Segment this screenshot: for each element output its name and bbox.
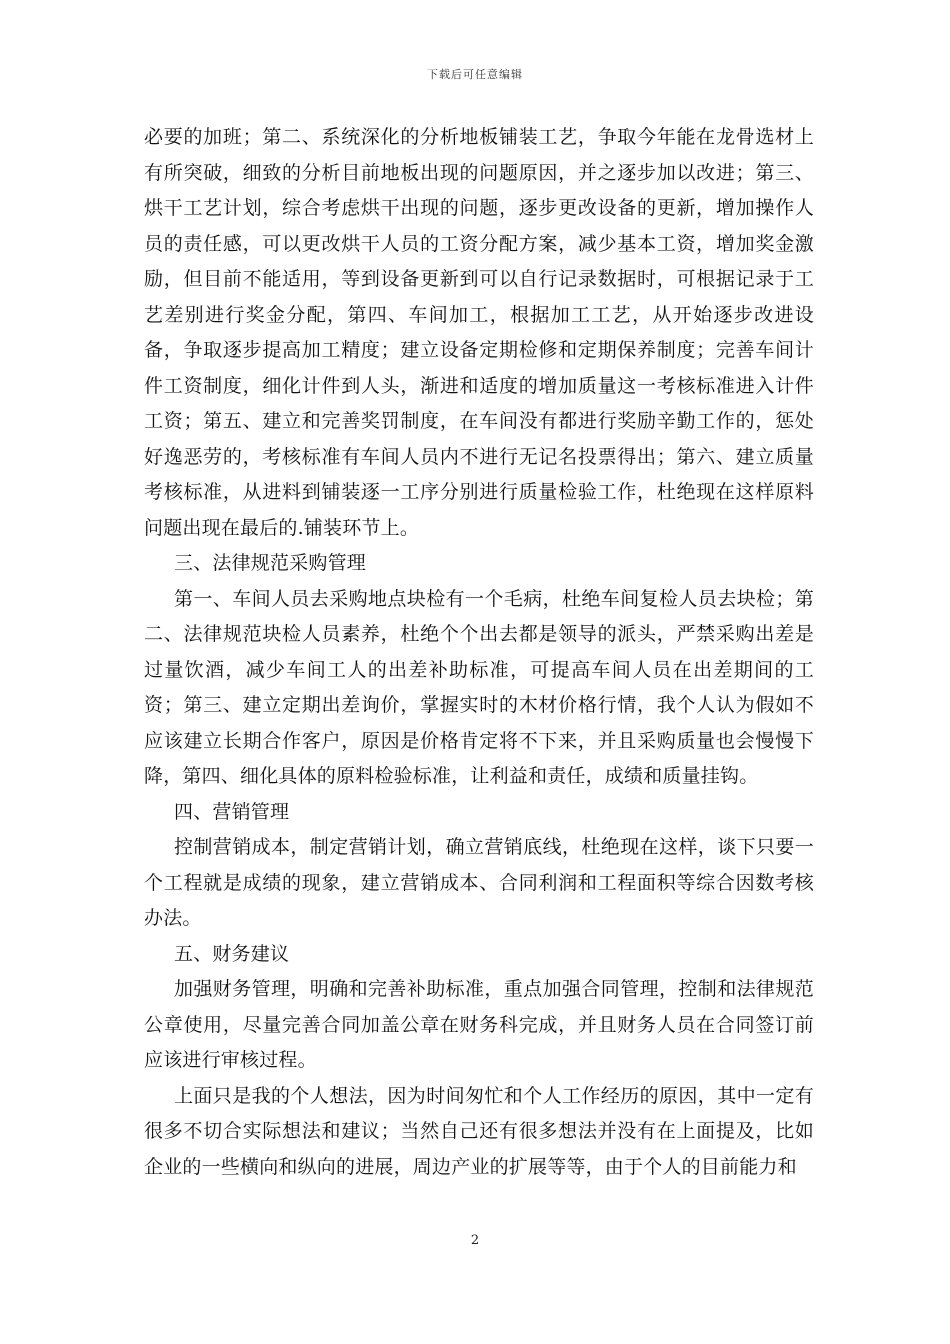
page-number: 2	[470, 1233, 480, 1248]
paragraph-procurement: 第一、车间人员去采购地点块检有一个毛病，杜绝车间复检人员去块检；第二、法律规范块检人员素养，杜绝个个出去都是领导的派头，严禁采购出差是过量饮酒，减少车间工人的出差补助标准，可提高车间人员在出差期间的工资；第三、建立定期出差询价，掌握实时的木材价格行情，我个人认为假如不应该建立长期合作客户，原因是价格肯定将不下来，并且采购质量也会慢慢下降，第四、细化具体的原料检验标准，让利益和责任，成绩和质量挂钩。	[144, 587, 814, 787]
page-header: 下载后可任意编辑	[427, 68, 523, 81]
paragraph-closing-remarks: 上面只是我的个人想法，因为时间匆忙和个人工作经历的原因，其中一定有很多不切合实际想法和建议；当然自己还有很多想法并没有在上面提及，比如企业的一些横向和纵向的进展，周边产业的扩展等等，由于个人的目前能力和	[144, 1084, 814, 1178]
heading-procurement-management: 三、法律规范采购管理	[174, 552, 367, 574]
paragraph-workshop-improvements: 必要的加班；第二、系统深化的分析地板铺装工艺，争取今年能在龙骨选材上有所突破，细致的分析目前地板出现的问题原因，并之逐步加以改进；第三、烘干工艺计划，综合考虑烘干出现的问题，逐步更改设备的更新，增加操作人员的责任感，可以更改烘干人员的工资分配方案，减少基本工资，增加奖金激励，但目前不能适用，等到设备更新到可以自行记录数据时，可根据记录于工艺差别进行奖金分配，第四、车间加工，根据加工工艺，从开始逐步改进设备，争取逐步提高加工精度；建立设备定期检修和定期保养制度；完善车间计件工资制度，细化计件到人头，渐进和适度的增加质量这一考核标准进入计件工资；第五、建立和完善奖罚制度，在车间没有都进行奖励辛勤工作的，惩处好逸恶劳的，考核标准有车间人员内不进行无记名投票得出；第六、建立质量考核标准，从进料到铺装逐一工序分别进行质量检验工作，杜绝现在这样原料问题出现在最后的.铺装环节上。	[144, 126, 814, 539]
heading-marketing-management: 四、营销管理	[174, 800, 290, 823]
paragraph-marketing: 控制营销成本，制定营销计划，确立营销底线，杜绝现在这样，谈下只要一个工程就是成绩的现象，建立营销成本、合同利润和工程面积等综合因数考核办法。	[144, 836, 814, 929]
paragraph-finance: 加强财务管理，明确和完善补助标准，重点加强合同管理，控制和法律规范公章使用，尽量完善合同加盖公章在财务科完成，并且财务人员在合同签订前应该进行审核过程。	[144, 978, 814, 1071]
heading-finance-suggestions: 五、财务建议	[174, 942, 290, 965]
document-body	[144, 120, 814, 1185]
